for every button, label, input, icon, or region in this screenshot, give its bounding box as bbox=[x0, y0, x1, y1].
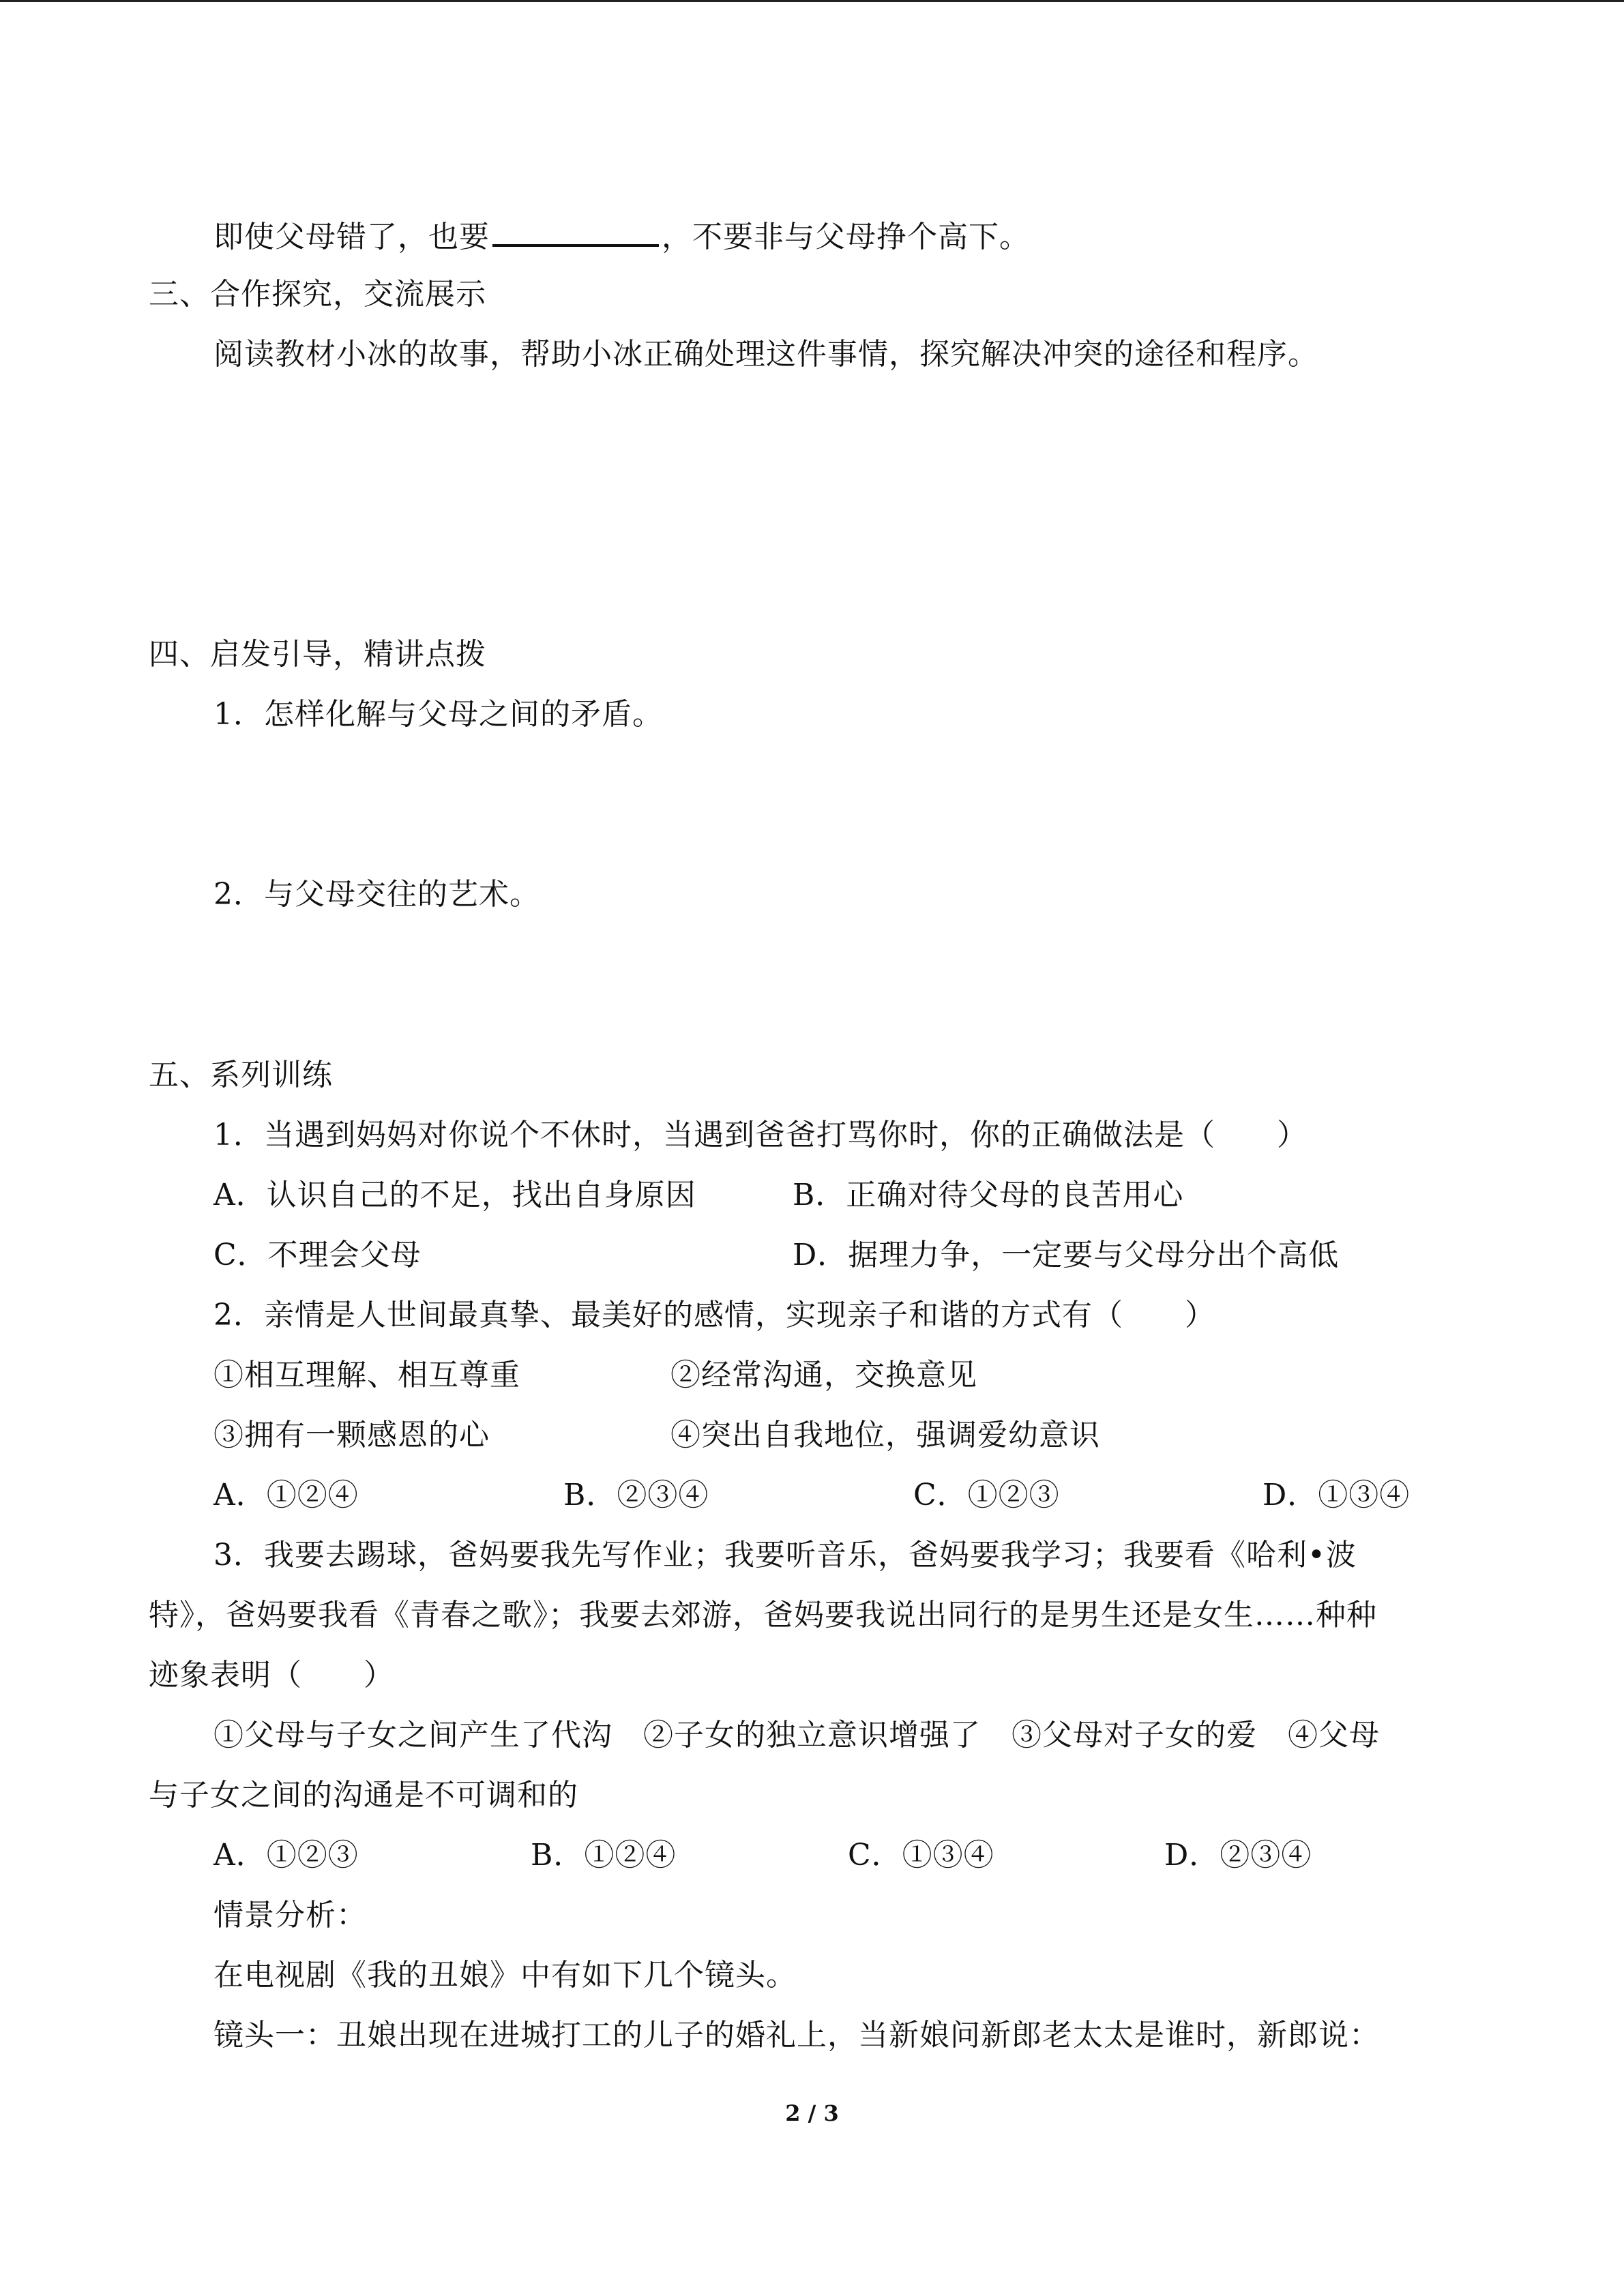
q1-stem: 1．当遇到妈妈对你说个不休时，当遇到爸爸打骂你时，你的正确做法是（ ） bbox=[213, 1118, 1308, 1152]
q1-option-d: D．据理力争，一定要与父母分出个高低 bbox=[793, 1238, 1340, 1272]
q3-stem-line-3: 迹象表明（ ） bbox=[149, 1658, 394, 1693]
q2-statement-4: ④突出自我地位，强调爱幼意识 bbox=[670, 1418, 1100, 1452]
q2-option-d: D．①③④ bbox=[1263, 1478, 1411, 1512]
scenario-label: 情景分析： bbox=[213, 1898, 367, 1933]
section-3-heading: 三、合作探究，交流展示 bbox=[149, 277, 486, 312]
section-4-heading: 四、启发引导，精讲点拨 bbox=[149, 637, 486, 672]
blank-suffix: ，不要非与父母挣个高下。 bbox=[662, 220, 1030, 254]
q1-option-c: C．不理会父母 bbox=[213, 1238, 422, 1272]
q3-option-d: D．②③④ bbox=[1164, 1838, 1312, 1873]
q2-statement-2: ②经常沟通，交换意见 bbox=[670, 1358, 977, 1392]
fill-blank-line bbox=[213, 214, 1030, 258]
q2-statement-3: ③拥有一颗感恩的心 bbox=[213, 1418, 490, 1452]
answer-blank[interactable] bbox=[492, 214, 659, 247]
q3-statements-line-1: ①父母与子女之间产生了代沟 ②子女的独立意识增强了 ③父母对子女的爱 ④父母 bbox=[213, 1718, 1380, 1753]
page-number: 2 / 3 bbox=[785, 2100, 839, 2126]
q3-option-a: A．①②③ bbox=[213, 1838, 359, 1873]
section-4-item-2: 2．与父母交往的艺术。 bbox=[213, 877, 540, 912]
q2-option-a: A．①②④ bbox=[213, 1478, 359, 1512]
blank-prefix: 即使父母错了，也要 bbox=[213, 220, 490, 254]
q2-stem: 2．亲情是人世间最真挚、最美好的感情，实现亲子和谐的方式有（ ） bbox=[213, 1298, 1215, 1332]
section-3-text: 阅读教材小冰的故事，帮助小冰正确处理这件事情，探究解决冲突的途径和程序。 bbox=[213, 337, 1318, 372]
q2-option-c: C．①②③ bbox=[913, 1478, 1060, 1512]
q1-option-b: B．正确对待父母的良苦用心 bbox=[793, 1178, 1184, 1212]
scenario-shot-1: 镜头一：丑娘出现在进城打工的儿子的婚礼上，当新娘问新郎老太太是谁时，新郎说： bbox=[213, 2018, 1380, 2053]
section-4-item-1: 1．怎样化解与父母之间的矛盾。 bbox=[213, 697, 663, 732]
scenario-intro: 在电视剧《我的丑娘》中有如下几个镜头。 bbox=[213, 1958, 797, 1993]
q1-option-a: A．认识自己的不足，找出自身原因 bbox=[213, 1178, 696, 1212]
q3-stem-line-1: 3．我要去踢球，爸妈要我先写作业；我要听音乐，爸妈要我学习；我要看《哈利•波 bbox=[213, 1538, 1357, 1572]
q3-option-c: C．①③④ bbox=[848, 1838, 994, 1873]
top-border bbox=[0, 0, 1624, 2]
section-5-heading: 五、系列训练 bbox=[149, 1058, 333, 1092]
q2-statement-1: ①相互理解、相互尊重 bbox=[213, 1358, 520, 1392]
q3-statements-line-2: 与子女之间的沟通是不可调和的 bbox=[149, 1778, 578, 1813]
q3-stem-line-2: 特》，爸妈要我看《青春之歌》；我要去郊游，爸妈要我说出同行的是男生还是女生……种种 bbox=[149, 1598, 1377, 1632]
q2-option-b: B．②③④ bbox=[563, 1478, 709, 1512]
q3-option-b: B．①②④ bbox=[531, 1838, 677, 1873]
